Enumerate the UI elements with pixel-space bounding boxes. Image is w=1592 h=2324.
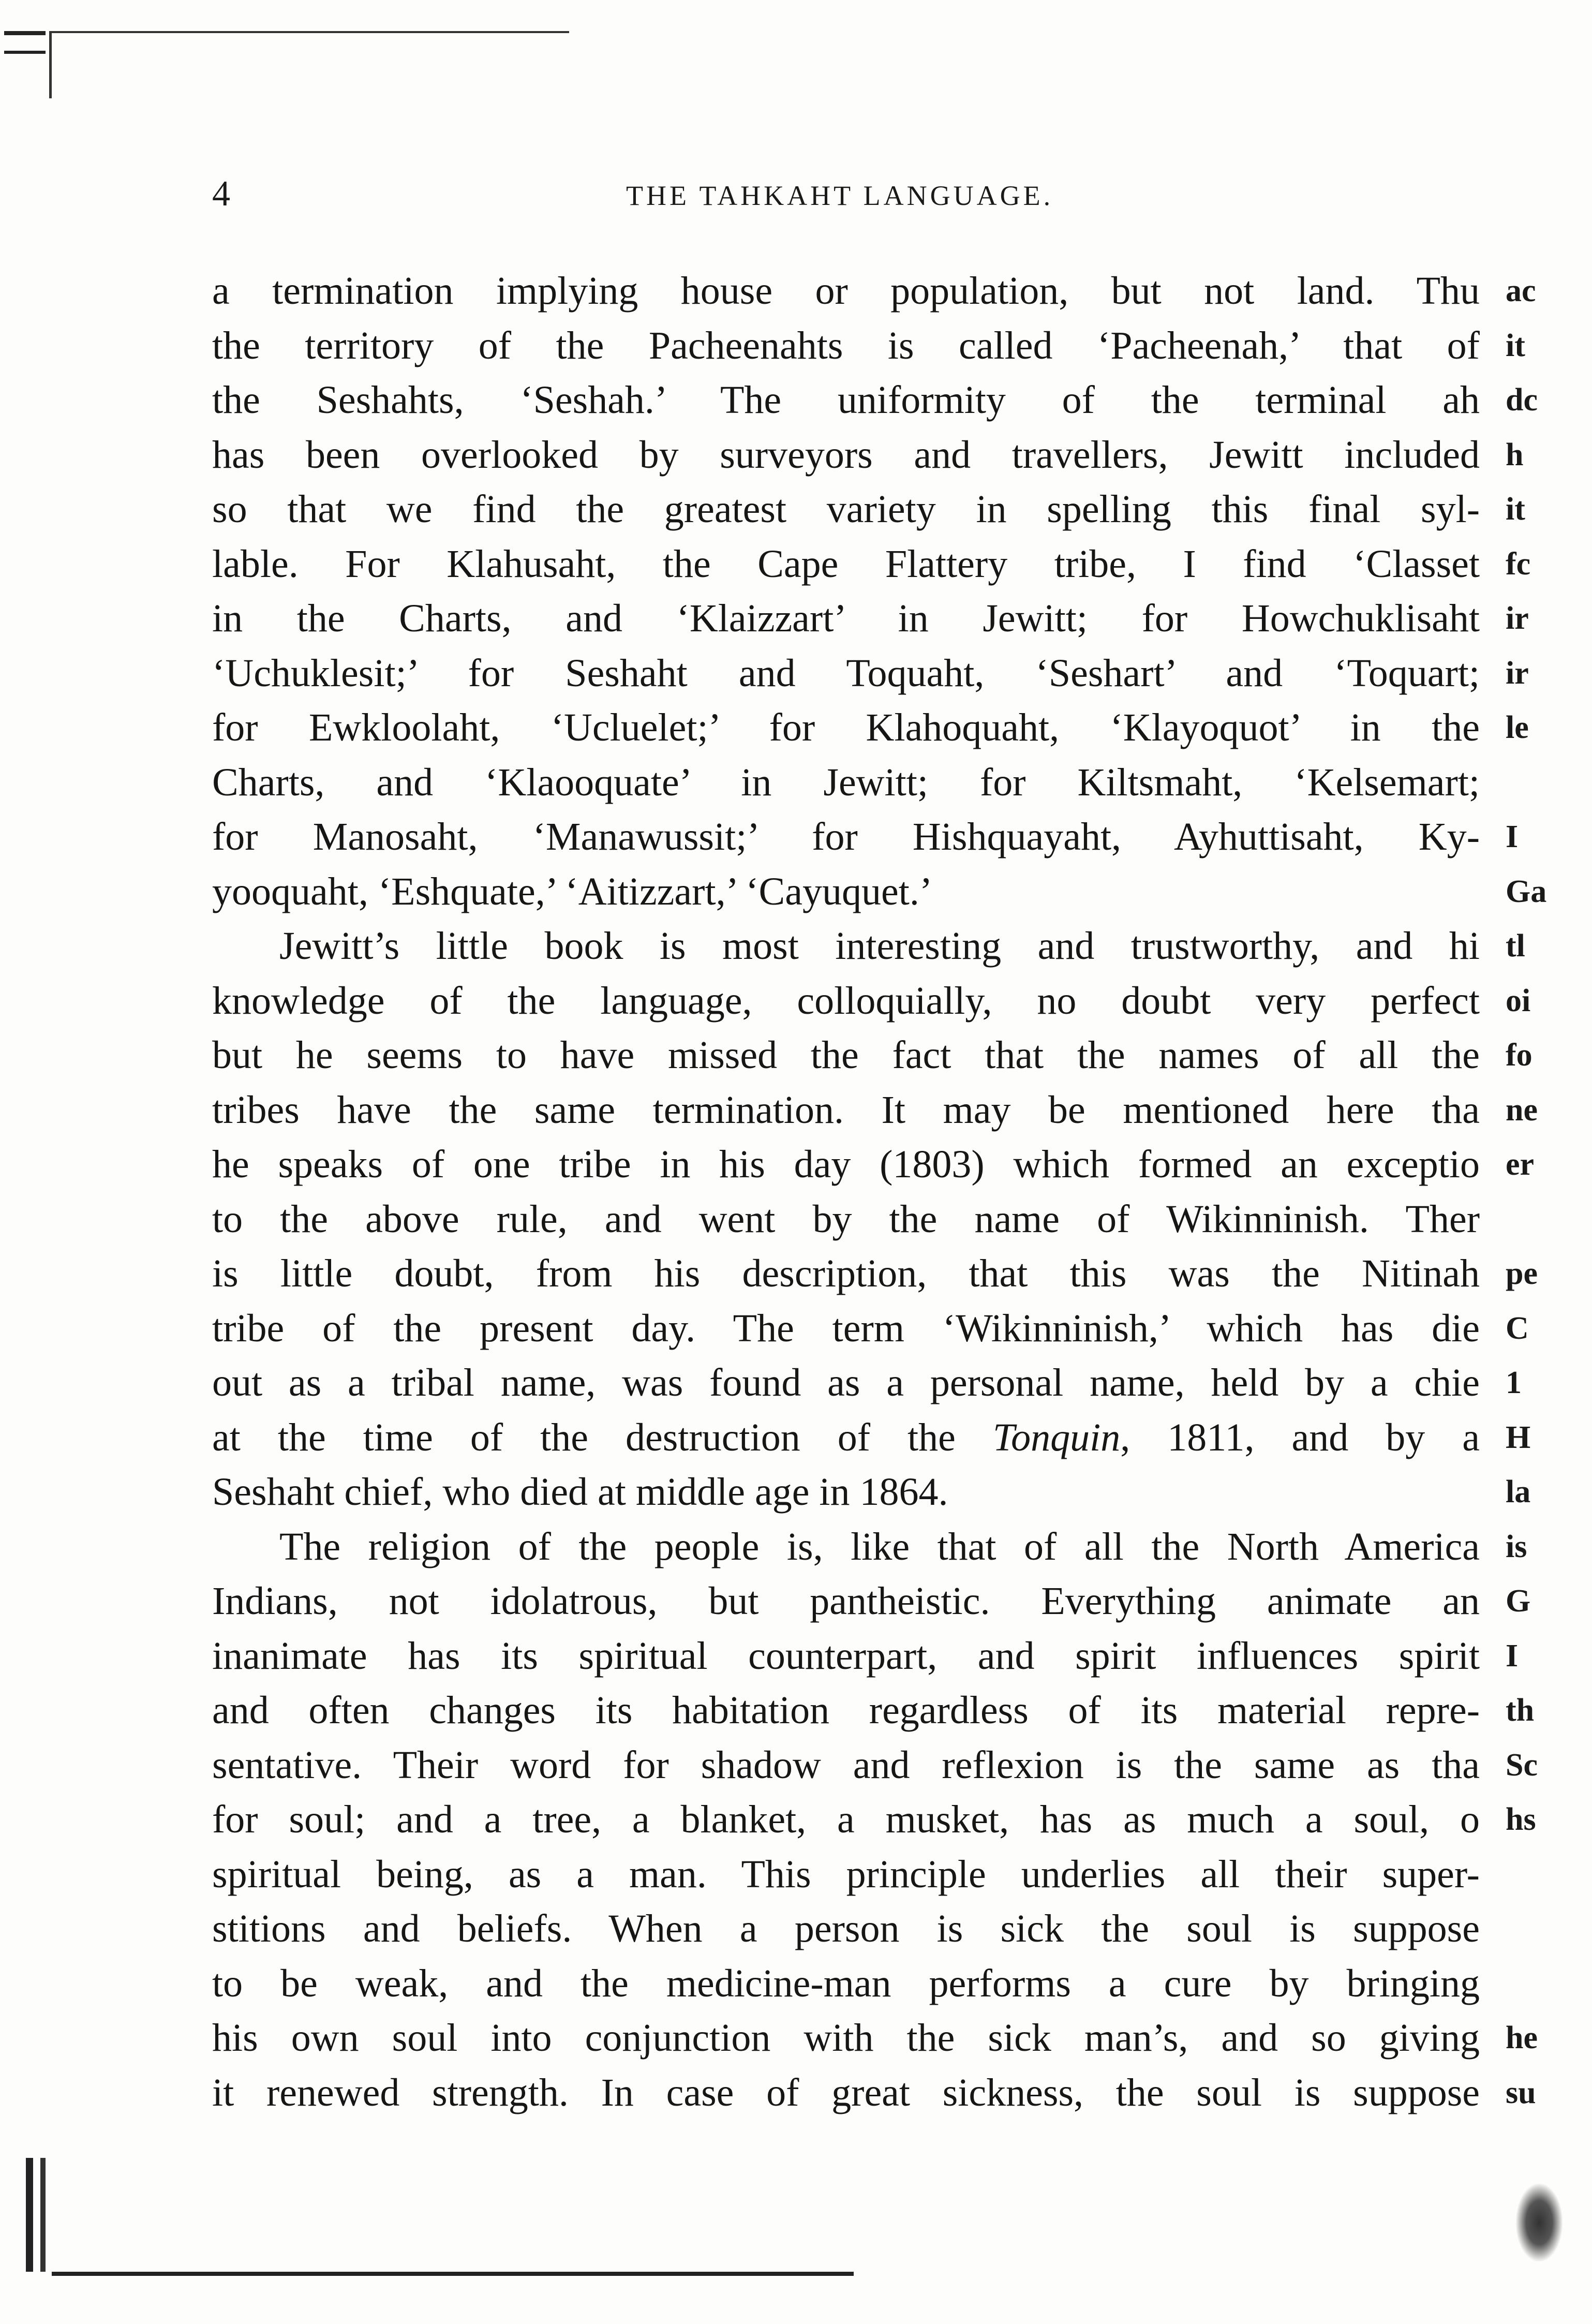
bleed-fragment: ir [1506,655,1529,691]
text-line: for Ewkloolaht, ‘Ucluelet;’ for Klahoquaht, ‘Klayoquot’ in the [212,706,1480,749]
text-line: tribes have the same termination. It may be mentioned here tha [212,1088,1480,1132]
text-line: the territory of the Pacheenahts is called ‘Pacheenah,’ that of [212,323,1480,367]
scan-top-rule [52,31,569,33]
facing-page-bleed [1506,264,1588,2120]
text-line: but he seems to have missed the fact that the names of all the [212,1033,1480,1077]
bleed-fragment: h [1506,437,1524,472]
text-line: out as a tribal name, was found as a personal name, held by a chie [212,1361,1480,1404]
text-line: spiritual being, as a man. This principle underlies all their super- [212,1852,1480,1896]
bleed-fragment: he [1506,2020,1538,2055]
text-line: has been overlooked by surveyors and travellers, Jewitt included [212,433,1480,477]
text-line: sentative. Their word for shadow and reflexion is the same as tha [212,1743,1480,1787]
text-line: the Seshahts, ‘Seshah.’ The uniformity of the terminal ah [212,378,1480,422]
text-line: Indians, not idolatrous, but pantheistic. Everything animate an [212,1579,1480,1623]
bleed-fragment: ir [1506,601,1529,636]
text-line: Charts, and ‘Klaooquate’ in Jewitt; for Kiltsmaht, ‘Kelsemart; [212,760,1480,804]
bleed-fragment: it [1506,492,1525,527]
text-line: Seshaht chief, who died at middle age in 1864. [212,1470,948,1514]
text-run: at the time of the destruction of the [212,1415,993,1459]
scan-bottom-rule [52,2272,854,2276]
scan-edge-mark [26,2158,33,2272]
bleed-fragment [1506,1192,1588,1247]
text-line: and often changes its habitation regardless of its material repre- [212,1689,1480,1732]
ship-name: Tonquin [992,1415,1121,1459]
bleed-fragment [1506,1957,1588,2011]
bleed-fragment: is [1506,1529,1527,1564]
bleed-fragment: ne [1506,1092,1538,1128]
text-line: tribe of the present day. The term ‘Wikinninish,’ which has die [212,1306,1480,1350]
bleed-fragment: oi [1506,983,1531,1018]
running-head: THE TAHKAHT LANGUAGE. [626,180,1054,211]
paragraph [212,919,1480,1520]
bleed-fragment [1506,1902,1588,1957]
text-line [212,1411,1480,1466]
scan-edge-mark [49,31,52,98]
bleed-fragment: Ga [1506,874,1547,909]
bleed-fragment: I [1506,1638,1519,1674]
bleed-fragment: G [1506,1583,1531,1619]
bleed-fragment: H [1506,1419,1531,1455]
text-line: yooquaht, ‘Eshquate,’ ‘Aitizzart,’ ‘Cayuquet.’ [212,869,933,913]
bleed-fragment: I [1506,819,1519,854]
bleed-fragment: dc [1506,382,1538,418]
bleed-fragment: C [1506,1310,1529,1346]
text-line: to be weak, and the medicine-man performs a cure by bringing [212,1961,1480,2005]
text-line: lable. For Klahusaht, the Cape Flattery tribe, I find ‘Classet [212,542,1480,586]
text-line: ‘Uchuklesit;’ for Seshaht and Toquaht, ‘Seshart’ and ‘Toquart; [212,651,1480,695]
text-line: to the above rule, and went by the name of Wikinninish. Ther [212,1197,1480,1241]
bleed-fragment: le [1506,710,1529,745]
bleed-fragment: it [1506,328,1525,363]
bleed-fragment [1506,756,1588,810]
bleed-fragment: er [1506,1147,1535,1182]
bleed-fragment: tl [1506,928,1525,964]
bleed-fragment: fc [1506,546,1531,582]
bleed-fragment: th [1506,1693,1535,1728]
text-line: inanimate has its spiritual counterpart, and spirit influences spirit [212,1634,1480,1678]
page-header [212,171,1433,217]
bleed-fragment: hs [1506,1802,1536,1837]
text-line: The religion of the people is, like that of all the North America [279,1524,1480,1568]
ink-blot [1516,2184,1563,2261]
bleed-fragment: su [1506,2075,1536,2110]
text-line: stitions and beliefs. When a person is sick the soul is suppose [212,1907,1480,1950]
bleed-fragment: la [1506,1474,1531,1509]
text-line: knowledge of the language, colloquially, no doubt very perfect [212,979,1480,1023]
text-line: is little doubt, from his description, that this was the Nitinah [212,1252,1480,1295]
text-line: so that we find the greatest variety in spelling this final syl- [212,487,1480,531]
bleed-fragment: 1 [1506,1365,1522,1400]
page-number: 4 [212,174,230,214]
body-text [212,264,1480,2120]
bleed-fragment: Sc [1506,1747,1538,1783]
text-line: it renewed strength. In case of great sickness, the soul is suppose [212,2070,1480,2114]
bleed-fragment [1506,1847,1588,1902]
paragraph [212,1520,1480,2121]
text-line: for Manosaht, ‘Manawussit;’ for Hishquayaht, Ayhuttisaht, Ky- [212,815,1480,858]
paragraph [212,264,1480,919]
bleed-fragment: fo [1506,1038,1533,1073]
text-line: his own soul into conjunction with the sick man’s, and so giving [212,2016,1480,2060]
bleed-fragment: pe [1506,1256,1538,1291]
text-line: for soul; and a tree, a blanket, a musket, has as much a soul, o [212,1798,1480,1841]
text-line: Jewitt’s little book is most interesting and trustworthy, and hi [279,924,1480,968]
text-line: he speaks of one tribe in his day (1803) which formed an exceptio [212,1143,1480,1186]
text-line: a termination implying house or population, but not land. Thu [212,269,1480,313]
scan-edge-mark [4,31,46,54]
scan-edge-mark [40,2158,46,2272]
text-run: , 1811, and by a [1120,1415,1480,1459]
bleed-fragment: ac [1506,273,1536,308]
text-line: in the Charts, and ‘Klaizzart’ in Jewitt; for Howchuklisaht [212,597,1480,640]
